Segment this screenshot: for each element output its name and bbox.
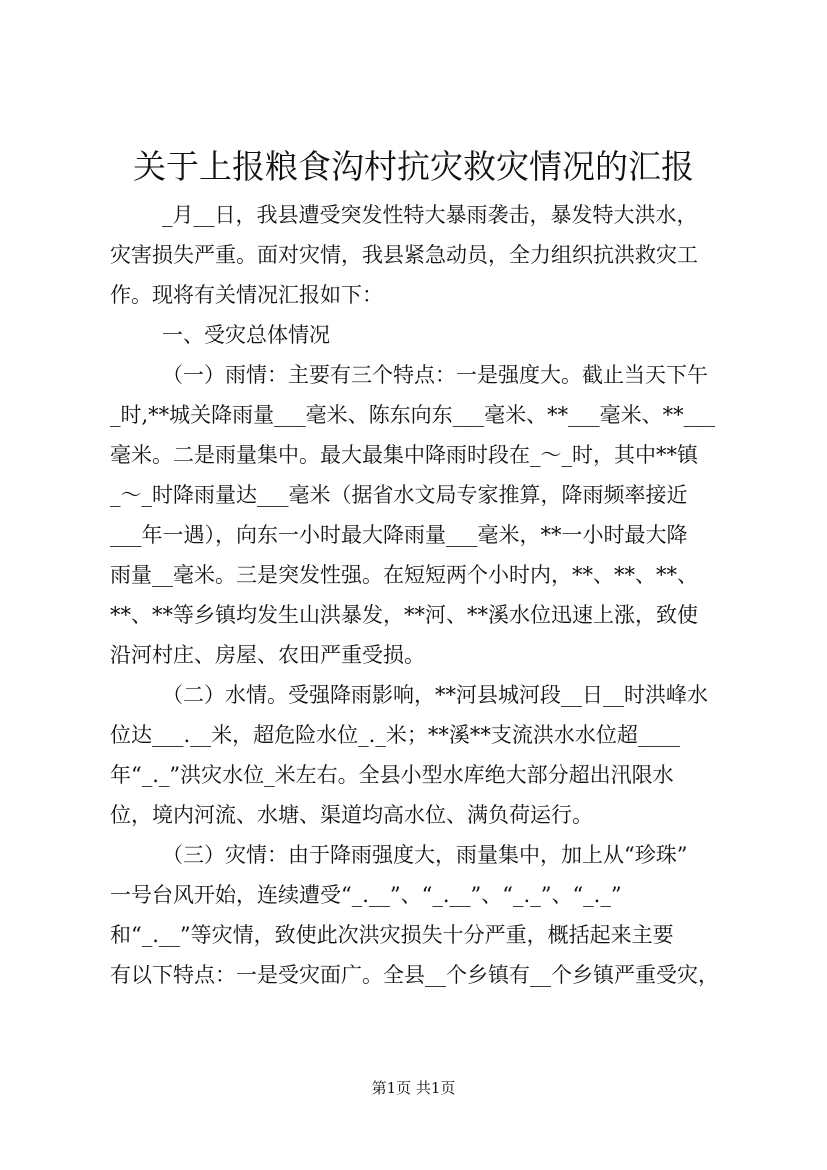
paragraph-line: **、**等乡镇均发生山洪暴发，**河、**溪水位迅速上涨，致使 xyxy=(110,603,698,627)
paragraph-line: 和“_.__”等灾情，致使此次洪灾损失十分严重，概括起来主要 xyxy=(110,923,674,947)
document-body xyxy=(110,195,742,995)
paragraph-line: _时,**城关降雨量___毫米、陈东向东___毫米、**___毫米、**___ xyxy=(110,403,716,427)
paragraph-line: _～_时降雨量达___毫米（据省水文局专家推算，降雨频率接近 xyxy=(110,483,688,507)
document-title: 关于上报粮食沟村抗灾救灾情况的汇报 xyxy=(133,147,694,186)
paragraph-line: 雨量__毫米。三是突发性强。在短短两个小时内，**、**、**、 xyxy=(110,563,698,587)
paragraph-line: ___年一遇），向东一小时最大降雨量___毫米，**一小时最大降 xyxy=(110,523,688,547)
section-heading: 一、受灾总体情况 xyxy=(162,323,330,347)
paragraph-line: 灾害损失严重。面对灾情，我县紧急动员，全力组织抗洪救灾工 xyxy=(110,243,698,267)
paragraph-line: （二）水情。受强降雨影响，**河县城河段__日__时洪峰水 xyxy=(162,683,708,707)
paragraph-line: _月__日，我县遭受突发性特大暴雨袭击，暴发特大洪水， xyxy=(162,203,698,227)
paragraph-line: 位达___.__米，超危险水位_._米；**溪**支流洪水水位超____ xyxy=(110,723,680,747)
paragraph-line: 有以下特点：一是受灾面广。全县__个乡镇有__个乡镇严重受灾， xyxy=(110,963,719,987)
paragraph-line: 毫米。二是雨量集中。最大最集中降雨时段在_～_时，其中**镇 xyxy=(110,443,698,467)
paragraph-line: 沿河村庄、房屋、农田严重受损。 xyxy=(110,643,425,667)
paragraph-line: 年“_._”洪灾水位_米左右。全县小型水库绝大部分超出汛限水 xyxy=(110,763,674,787)
paragraph-line: （三）灾情：由于降雨强度大，雨量集中，加上从“珍珠” xyxy=(162,843,688,867)
paragraph-line: 位，境内河流、水塘、渠道均高水位、满负荷运行。 xyxy=(110,803,593,827)
paragraph-line: （一）雨情：主要有三个特点：一是强度大。截止当天下午 xyxy=(162,363,708,387)
paragraph-line: 一号台风开始，连续遭受“_.__”、“_.__”、“_._”、“_._” xyxy=(110,883,622,907)
paragraph-line: 作。现将有关情况汇报如下： xyxy=(110,283,383,307)
page-footer: 第1页 共1页 xyxy=(371,1079,456,1097)
